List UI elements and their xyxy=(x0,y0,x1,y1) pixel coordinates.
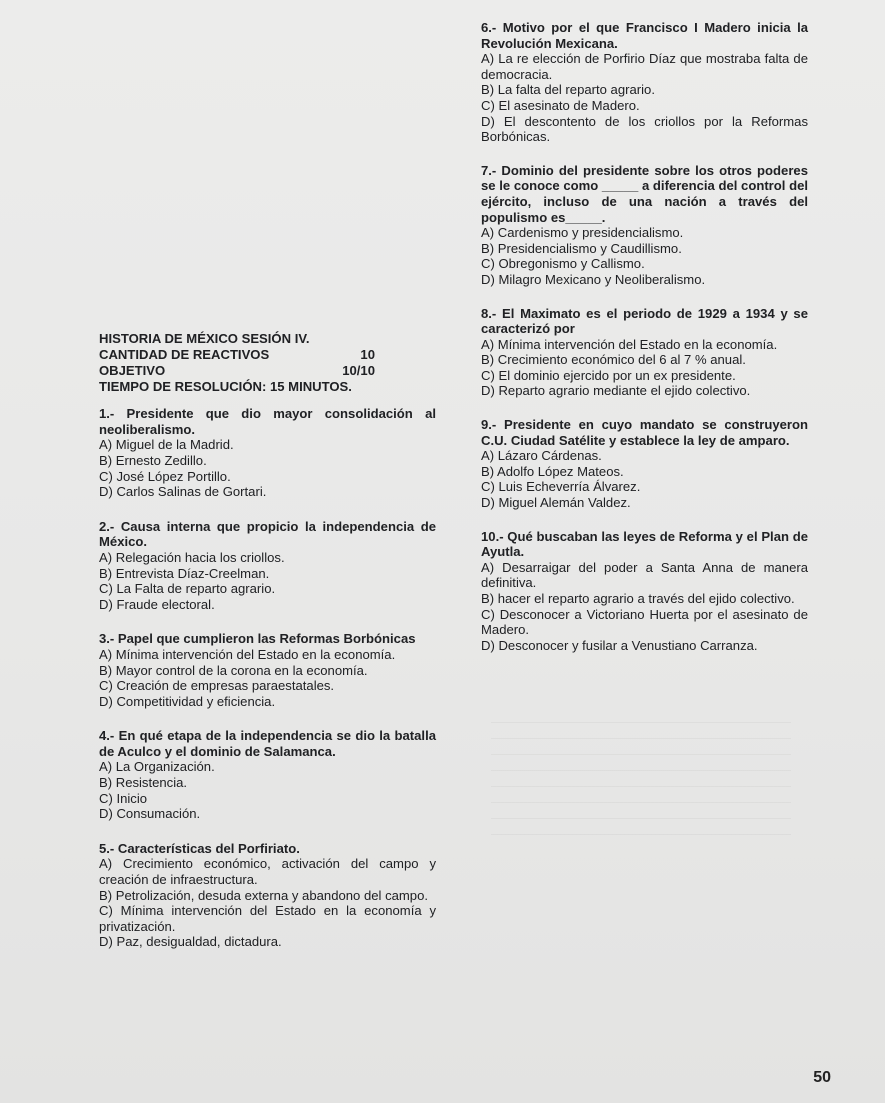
answer-option-b: B) La falta del reparto agrario. xyxy=(481,82,655,98)
answer-option-c: C) El dominio ejercido por un ex presidente. xyxy=(481,367,736,383)
answer-option-b: B) Presidencialismo y Caudillismo. xyxy=(481,240,682,256)
answer-option-b: B) Crecimiento económico del 6 al 7 % anual. xyxy=(481,352,746,368)
answer-option-a: A) Desarraigar del poder a Santa Anna de manera definitiva. xyxy=(481,559,808,591)
answer-option-c: C) El asesinato de Madero. xyxy=(481,97,640,113)
objective-label: OBJETIVO xyxy=(99,362,166,378)
answer-option-b: B) Petrolización, desuda externa y abandono del campo. xyxy=(99,887,429,903)
answer-option-c: C) La Falta de reparto agrario. xyxy=(99,581,276,597)
answer-option-c: C) Obregonismo y Callismo. xyxy=(481,256,645,272)
objective-row xyxy=(99,363,375,379)
question-title: 5.- Características del Porfiriato. xyxy=(99,840,300,856)
answer-option-b: B) Ernesto Zedillo. xyxy=(99,452,207,468)
answer-option-c: C) Inicio xyxy=(99,790,148,806)
page-title: HISTORIA DE MÉXICO SESIÓN IV. xyxy=(99,331,310,346)
time-label: TIEMPO DE RESOLUCIÓN: 15 MINUTOS. xyxy=(99,378,352,394)
answer-option-d: D) Paz, desigualdad, dictadura. xyxy=(99,934,282,950)
answer-option-d: D) Fraude electoral. xyxy=(99,596,215,612)
reactivos-label: CANTIDAD DE REACTIVOS xyxy=(99,346,270,362)
question-title: 7.- Dominio del presidente sobre los otros poderes se le conoce como _____ a diferencia del control del ejército, incluso de una nación a través del populismo es_____. xyxy=(481,162,808,225)
answer-option-a: A) La re elección de Porfirio Díaz que mostraba falta de democracia. xyxy=(481,51,808,82)
left-column xyxy=(99,331,436,969)
answer-option-d: D) Miguel Alemán Valdez. xyxy=(481,495,631,511)
question-10 xyxy=(481,529,808,654)
question-title: 3.- Papel que cumplieron las Reformas Borbónicas xyxy=(99,631,416,647)
question-title: 1.- Presidente que dio mayor consolidación al neoliberalismo. xyxy=(99,406,436,437)
reactivos-value: 10 xyxy=(360,346,375,362)
question-2 xyxy=(99,519,436,613)
question-7 xyxy=(481,163,808,288)
question-6 xyxy=(481,20,808,145)
answer-option-d: D) Competitividad y eficiencia. xyxy=(99,693,276,709)
exam-header xyxy=(99,331,436,394)
objective-value: 10/10 xyxy=(342,362,375,378)
question-title: 8.- El Maximato es el periodo de 1929 a 1934 y se caracterizó por xyxy=(481,305,808,337)
answer-option-c: C) Creación de empresas paraestatales. xyxy=(99,678,335,694)
answer-option-d: D) El descontento de los criollos por la Reformas Borbónicas. xyxy=(481,113,808,145)
answer-option-b: B) Mayor control de la corona en la economía. xyxy=(99,662,368,678)
answer-option-d: D) Desconocer y fusilar a Venustiano Carranza. xyxy=(481,637,758,653)
question-3 xyxy=(99,631,436,709)
answer-option-b: B) hacer el reparto agrario a través del ejido colectivo. xyxy=(481,591,795,606)
answer-option-d: D) Carlos Salinas de Gortari. xyxy=(99,484,267,500)
page-number: 50 xyxy=(813,1069,831,1086)
answer-option-c: C) Desconocer a Victoriano Huerta por el asesinato de Madero. xyxy=(481,606,808,638)
right-column xyxy=(481,20,808,671)
question-9 xyxy=(481,417,808,511)
answer-option-a: A) La Organización. xyxy=(99,759,215,775)
question-title: 10.- Qué buscaban las leyes de Reforma y el Plan de Ayutla. xyxy=(481,528,808,560)
question-8 xyxy=(481,306,808,400)
question-title: 2.- Causa interna que propicio la independencia de México. xyxy=(99,518,436,550)
answer-option-b: B) Resistencia. xyxy=(99,775,188,791)
answer-option-a: A) Mínima intervención del Estado en la economía. xyxy=(99,646,396,662)
answer-option-b: B) Adolfo López Mateos. xyxy=(481,463,624,479)
answer-option-a: A) Miguel de la Madrid. xyxy=(99,437,234,453)
reactivos-row xyxy=(99,347,375,363)
question-4 xyxy=(99,728,436,822)
question-5 xyxy=(99,841,436,950)
answer-option-d: D) Consumación. xyxy=(99,806,201,822)
answer-option-b: B) Entrevista Díaz-Creelman. xyxy=(99,565,270,581)
question-title: 4.- En qué etapa de la independencia se dio la batalla de Aculco y el dominio de Salamanca. xyxy=(99,728,436,759)
answer-option-a: A) Relegación hacia los criollos. xyxy=(99,549,285,565)
answer-option-d: D) Reparto agrario mediante el ejido colectivo. xyxy=(481,383,751,399)
answer-option-c: C) José López Portillo. xyxy=(99,468,231,484)
question-title: 6.- Motivo por el que Francisco I Madero inicia la Revolución Mexicana. xyxy=(481,20,808,51)
answer-option-c: C) Luis Echeverría Álvarez. xyxy=(481,479,641,495)
answer-option-a: A) Cardenismo y presidencialismo. xyxy=(481,225,684,241)
answer-option-a: A) Mínima intervención del Estado en la economía. xyxy=(481,336,778,352)
answer-option-a: A) Lázaro Cárdenas. xyxy=(481,448,602,464)
question-title: 9.- Presidente en cuyo mandato se construyeron C.U. Ciudad Satélite y establece la ley de amparo. xyxy=(481,417,808,448)
question-1 xyxy=(99,406,436,500)
answer-option-c: C) Mínima intervención del Estado en la economía y privatización. xyxy=(99,903,436,934)
show-through-text xyxy=(491,722,791,842)
answer-option-a: A) Crecimiento económico, activación del campo y creación de infraestructura. xyxy=(99,856,436,888)
answer-option-d: D) Milagro Mexicano y Neoliberalismo. xyxy=(481,271,706,287)
